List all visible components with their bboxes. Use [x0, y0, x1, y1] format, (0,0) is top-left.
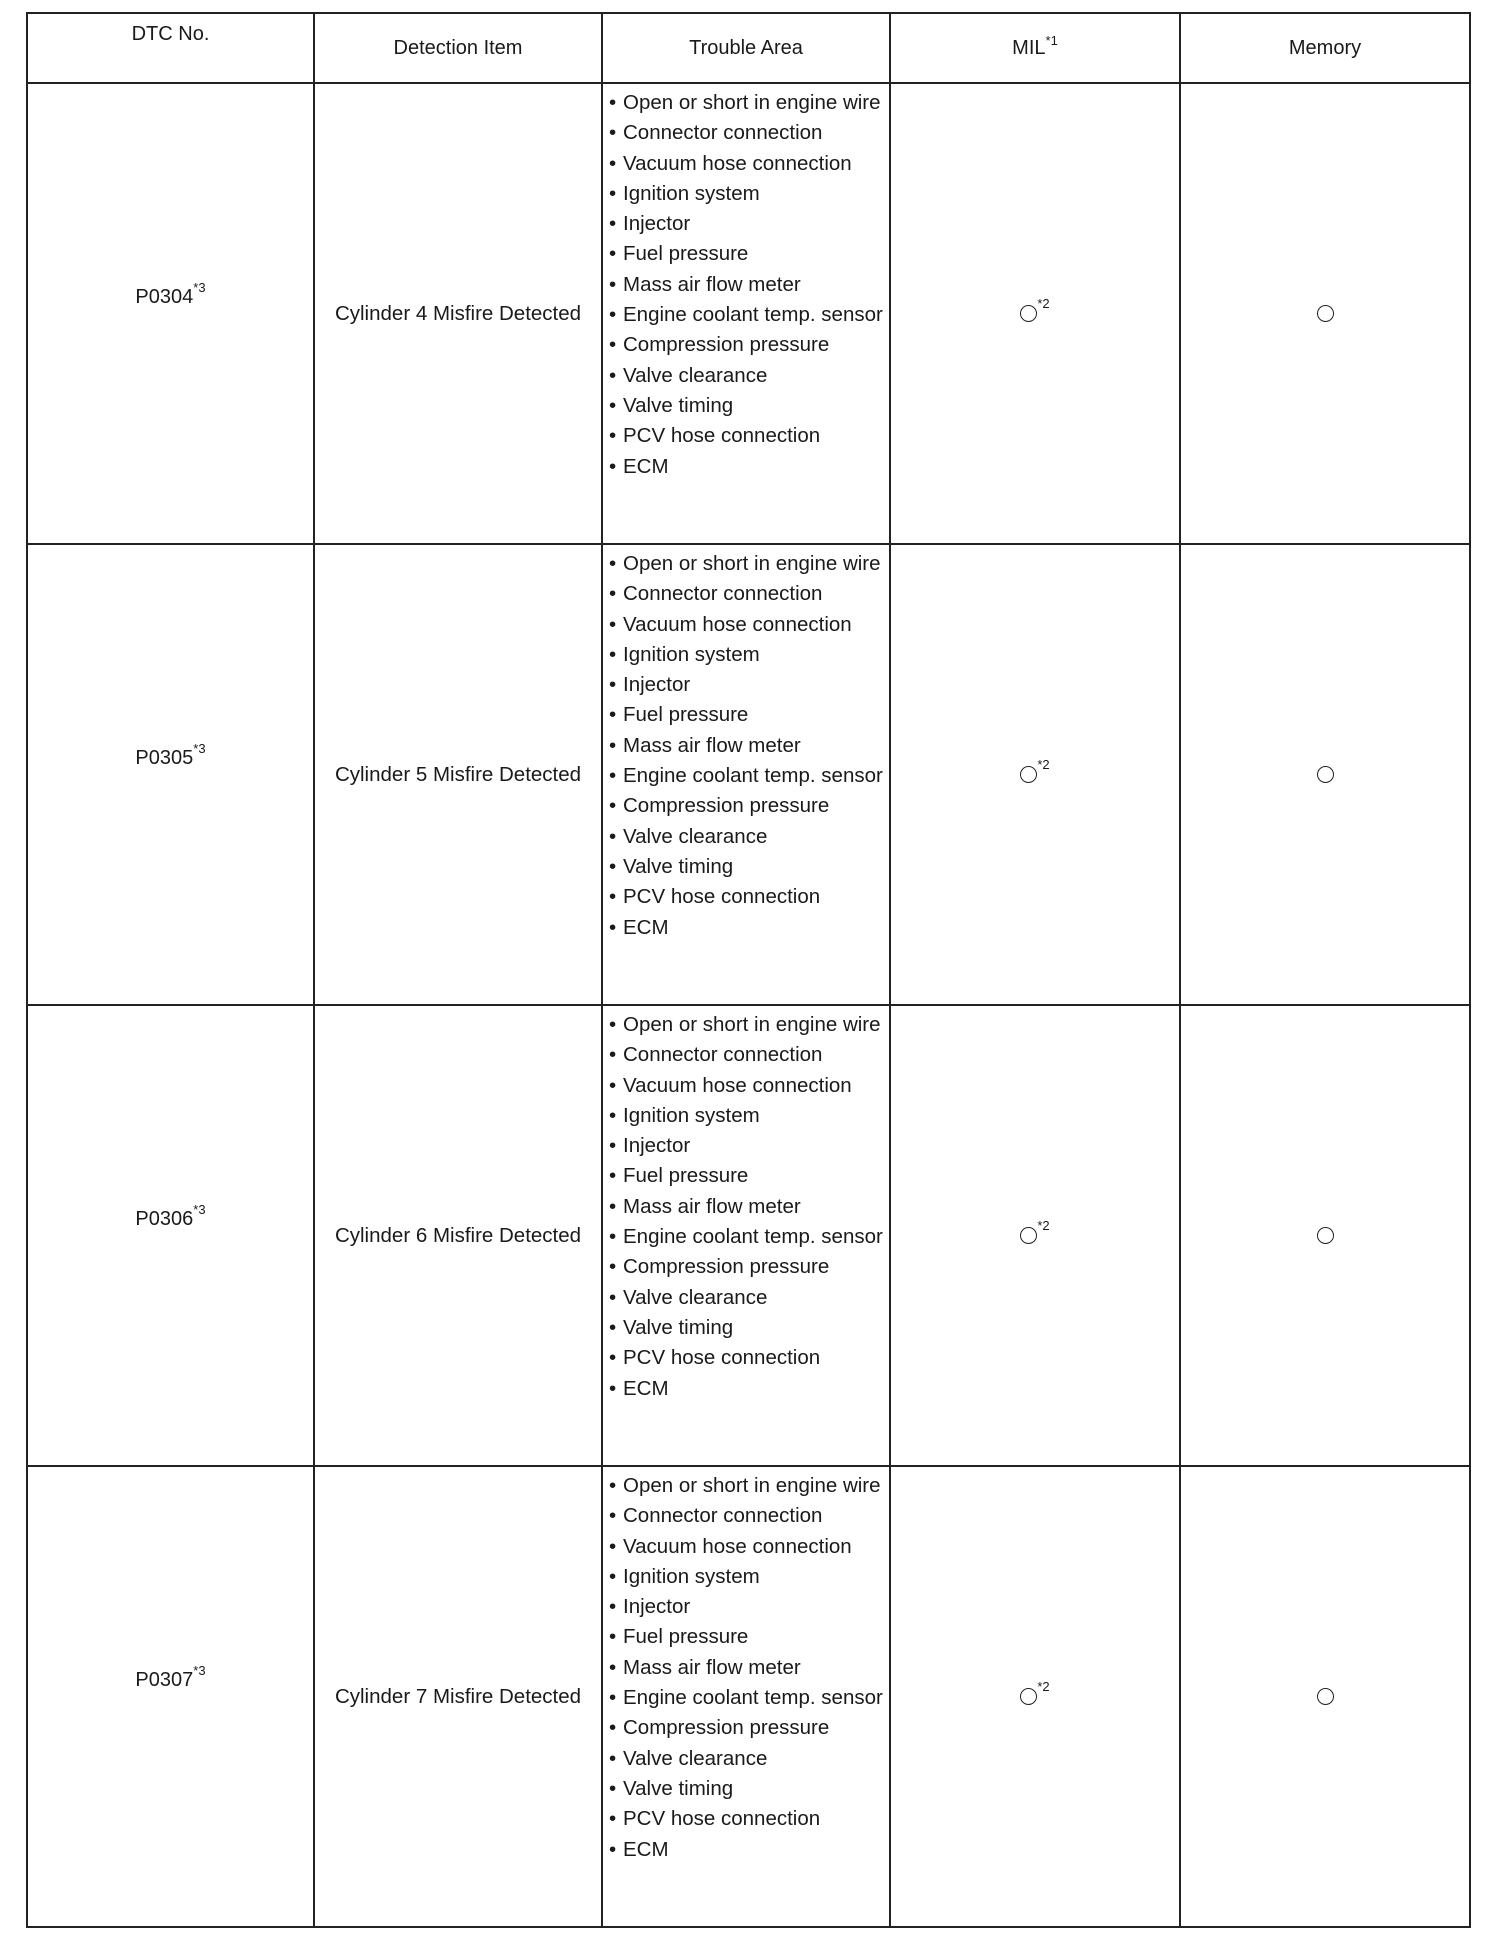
header-trouble-area: Trouble Area — [602, 13, 890, 83]
trouble-item: • Valve timing — [609, 391, 885, 421]
memory-cell — [1180, 1005, 1470, 1466]
trouble-item: • Valve timing — [609, 1774, 885, 1804]
dtc-footnote-marker: *3 — [193, 1663, 206, 1678]
detection-item: Cylinder 4 Misfire Detected — [334, 301, 582, 325]
trouble-item: • Vacuum hose connection — [609, 610, 885, 640]
trouble-area-cell — [602, 1466, 890, 1927]
detection-item: Cylinder 7 Misfire Detected — [334, 1684, 582, 1708]
trouble-item: • Compression pressure — [609, 791, 885, 821]
header-detection-item: Detection Item — [314, 13, 602, 83]
dtc-code-cell — [27, 1466, 314, 1927]
trouble-item: • Engine coolant temp. sensor — [609, 300, 885, 330]
dtc-code: P0304 — [135, 286, 194, 308]
trouble-item: • Injector — [609, 1131, 885, 1161]
dtc-table — [26, 12, 1471, 1928]
trouble-area-list — [609, 1471, 885, 1865]
detection-item-cell — [314, 544, 602, 1005]
trouble-item: • Compression pressure — [609, 330, 885, 360]
mil-circle-icon — [1020, 766, 1037, 783]
trouble-item: • Ignition system — [609, 1101, 885, 1131]
memory-circle-icon — [1317, 305, 1334, 322]
trouble-item: • Valve clearance — [609, 822, 885, 852]
trouble-item: • PCV hose connection — [609, 421, 885, 451]
trouble-item: • Valve clearance — [609, 1283, 885, 1313]
mil-footnote-marker: *1 — [1045, 32, 1058, 48]
dtc-code-cell — [27, 1005, 314, 1466]
dtc-footnote-marker: *3 — [193, 1202, 206, 1217]
dtc-footnote-marker: *3 — [193, 280, 206, 295]
table-row — [27, 544, 1470, 1005]
table-row — [27, 1005, 1470, 1466]
table-row — [27, 83, 1470, 544]
dtc-code: P0305 — [135, 747, 194, 769]
trouble-item: • Valve clearance — [609, 1744, 885, 1774]
trouble-item: • Fuel pressure — [609, 239, 885, 269]
memory-circle-icon — [1317, 766, 1334, 783]
mil-circle-icon — [1020, 1688, 1037, 1705]
trouble-item: • Vacuum hose connection — [609, 1532, 885, 1562]
trouble-item: • Injector — [609, 670, 885, 700]
trouble-item: • ECM — [609, 913, 885, 943]
detection-item-cell — [314, 1005, 602, 1466]
dtc-code: P0306 — [135, 1208, 194, 1230]
trouble-item: • Open or short in engine wire — [609, 1010, 885, 1040]
trouble-item: • Mass air flow meter — [609, 731, 885, 761]
trouble-item: • ECM — [609, 1374, 885, 1404]
trouble-item: • Open or short in engine wire — [609, 1471, 885, 1501]
trouble-item: • Vacuum hose connection — [609, 1071, 885, 1101]
memory-cell — [1180, 83, 1470, 544]
trouble-area-cell — [602, 83, 890, 544]
detection-item-cell — [314, 83, 602, 544]
header-mil: MIL$^{*1}$ — [890, 13, 1180, 83]
mil-cell-footnote-marker: *2 — [1037, 757, 1050, 772]
trouble-item: • Ignition system — [609, 640, 885, 670]
detection-item-cell — [314, 1466, 602, 1927]
mil-cell — [890, 544, 1180, 1005]
dtc-code: P0307 — [135, 1669, 194, 1691]
header-dtc-no: DTC No. — [27, 13, 314, 83]
trouble-item: • Connector connection — [609, 1501, 885, 1531]
detection-item: Cylinder 6 Misfire Detected — [334, 1223, 582, 1247]
trouble-item: • Compression pressure — [609, 1713, 885, 1743]
trouble-item: • Open or short in engine wire — [609, 549, 885, 579]
memory-circle-icon — [1317, 1227, 1334, 1244]
trouble-item: • ECM — [609, 1835, 885, 1865]
table-header-row — [27, 13, 1470, 83]
trouble-item: • Engine coolant temp. sensor — [609, 761, 885, 791]
trouble-item: • Connector connection — [609, 1040, 885, 1070]
trouble-area-cell — [602, 1005, 890, 1466]
mil-cell — [890, 1005, 1180, 1466]
mil-circle-icon — [1020, 1227, 1037, 1244]
trouble-area-list — [609, 88, 885, 482]
trouble-item: • Fuel pressure — [609, 1622, 885, 1652]
header-memory: Memory — [1180, 13, 1470, 83]
trouble-item: • PCV hose connection — [609, 882, 885, 912]
trouble-item: • Valve clearance — [609, 361, 885, 391]
trouble-item: • Valve timing — [609, 852, 885, 882]
trouble-item: • Mass air flow meter — [609, 1653, 885, 1683]
trouble-item: • Connector connection — [609, 579, 885, 609]
trouble-item: • Fuel pressure — [609, 1161, 885, 1191]
trouble-item: • Fuel pressure — [609, 700, 885, 730]
trouble-area-cell — [602, 544, 890, 1005]
dtc-code-cell — [27, 544, 314, 1005]
trouble-item: • Vacuum hose connection — [609, 149, 885, 179]
trouble-item: • Compression pressure — [609, 1252, 885, 1282]
trouble-area-list — [609, 549, 885, 943]
trouble-item: • Ignition system — [609, 179, 885, 209]
trouble-item: • Engine coolant temp. sensor — [609, 1222, 885, 1252]
memory-cell — [1180, 1466, 1470, 1927]
trouble-area-list — [609, 1010, 885, 1404]
trouble-item: • Engine coolant temp. sensor — [609, 1683, 885, 1713]
trouble-item: • ECM — [609, 452, 885, 482]
trouble-item: • Mass air flow meter — [609, 1192, 885, 1222]
trouble-item: • PCV hose connection — [609, 1343, 885, 1373]
dtc-code-cell — [27, 83, 314, 544]
mil-circle-icon — [1020, 305, 1037, 322]
trouble-item: • Injector — [609, 209, 885, 239]
mil-cell — [890, 83, 1180, 544]
trouble-item: • Ignition system — [609, 1562, 885, 1592]
trouble-item: • Valve timing — [609, 1313, 885, 1343]
mil-cell-footnote-marker: *2 — [1037, 1679, 1050, 1694]
mil-cell — [890, 1466, 1180, 1927]
trouble-item: • Injector — [609, 1592, 885, 1622]
dtc-footnote-marker: *3 — [193, 741, 206, 756]
memory-cell — [1180, 544, 1470, 1005]
table-row — [27, 1466, 1470, 1927]
trouble-item: • PCV hose connection — [609, 1804, 885, 1834]
mil-cell-footnote-marker: *2 — [1037, 1218, 1050, 1233]
trouble-item: • Connector connection — [609, 118, 885, 148]
memory-circle-icon — [1317, 1688, 1334, 1705]
detection-item: Cylinder 5 Misfire Detected — [334, 762, 582, 786]
trouble-item: • Open or short in engine wire — [609, 88, 885, 118]
mil-cell-footnote-marker: *2 — [1037, 296, 1050, 311]
trouble-item: • Mass air flow meter — [609, 270, 885, 300]
